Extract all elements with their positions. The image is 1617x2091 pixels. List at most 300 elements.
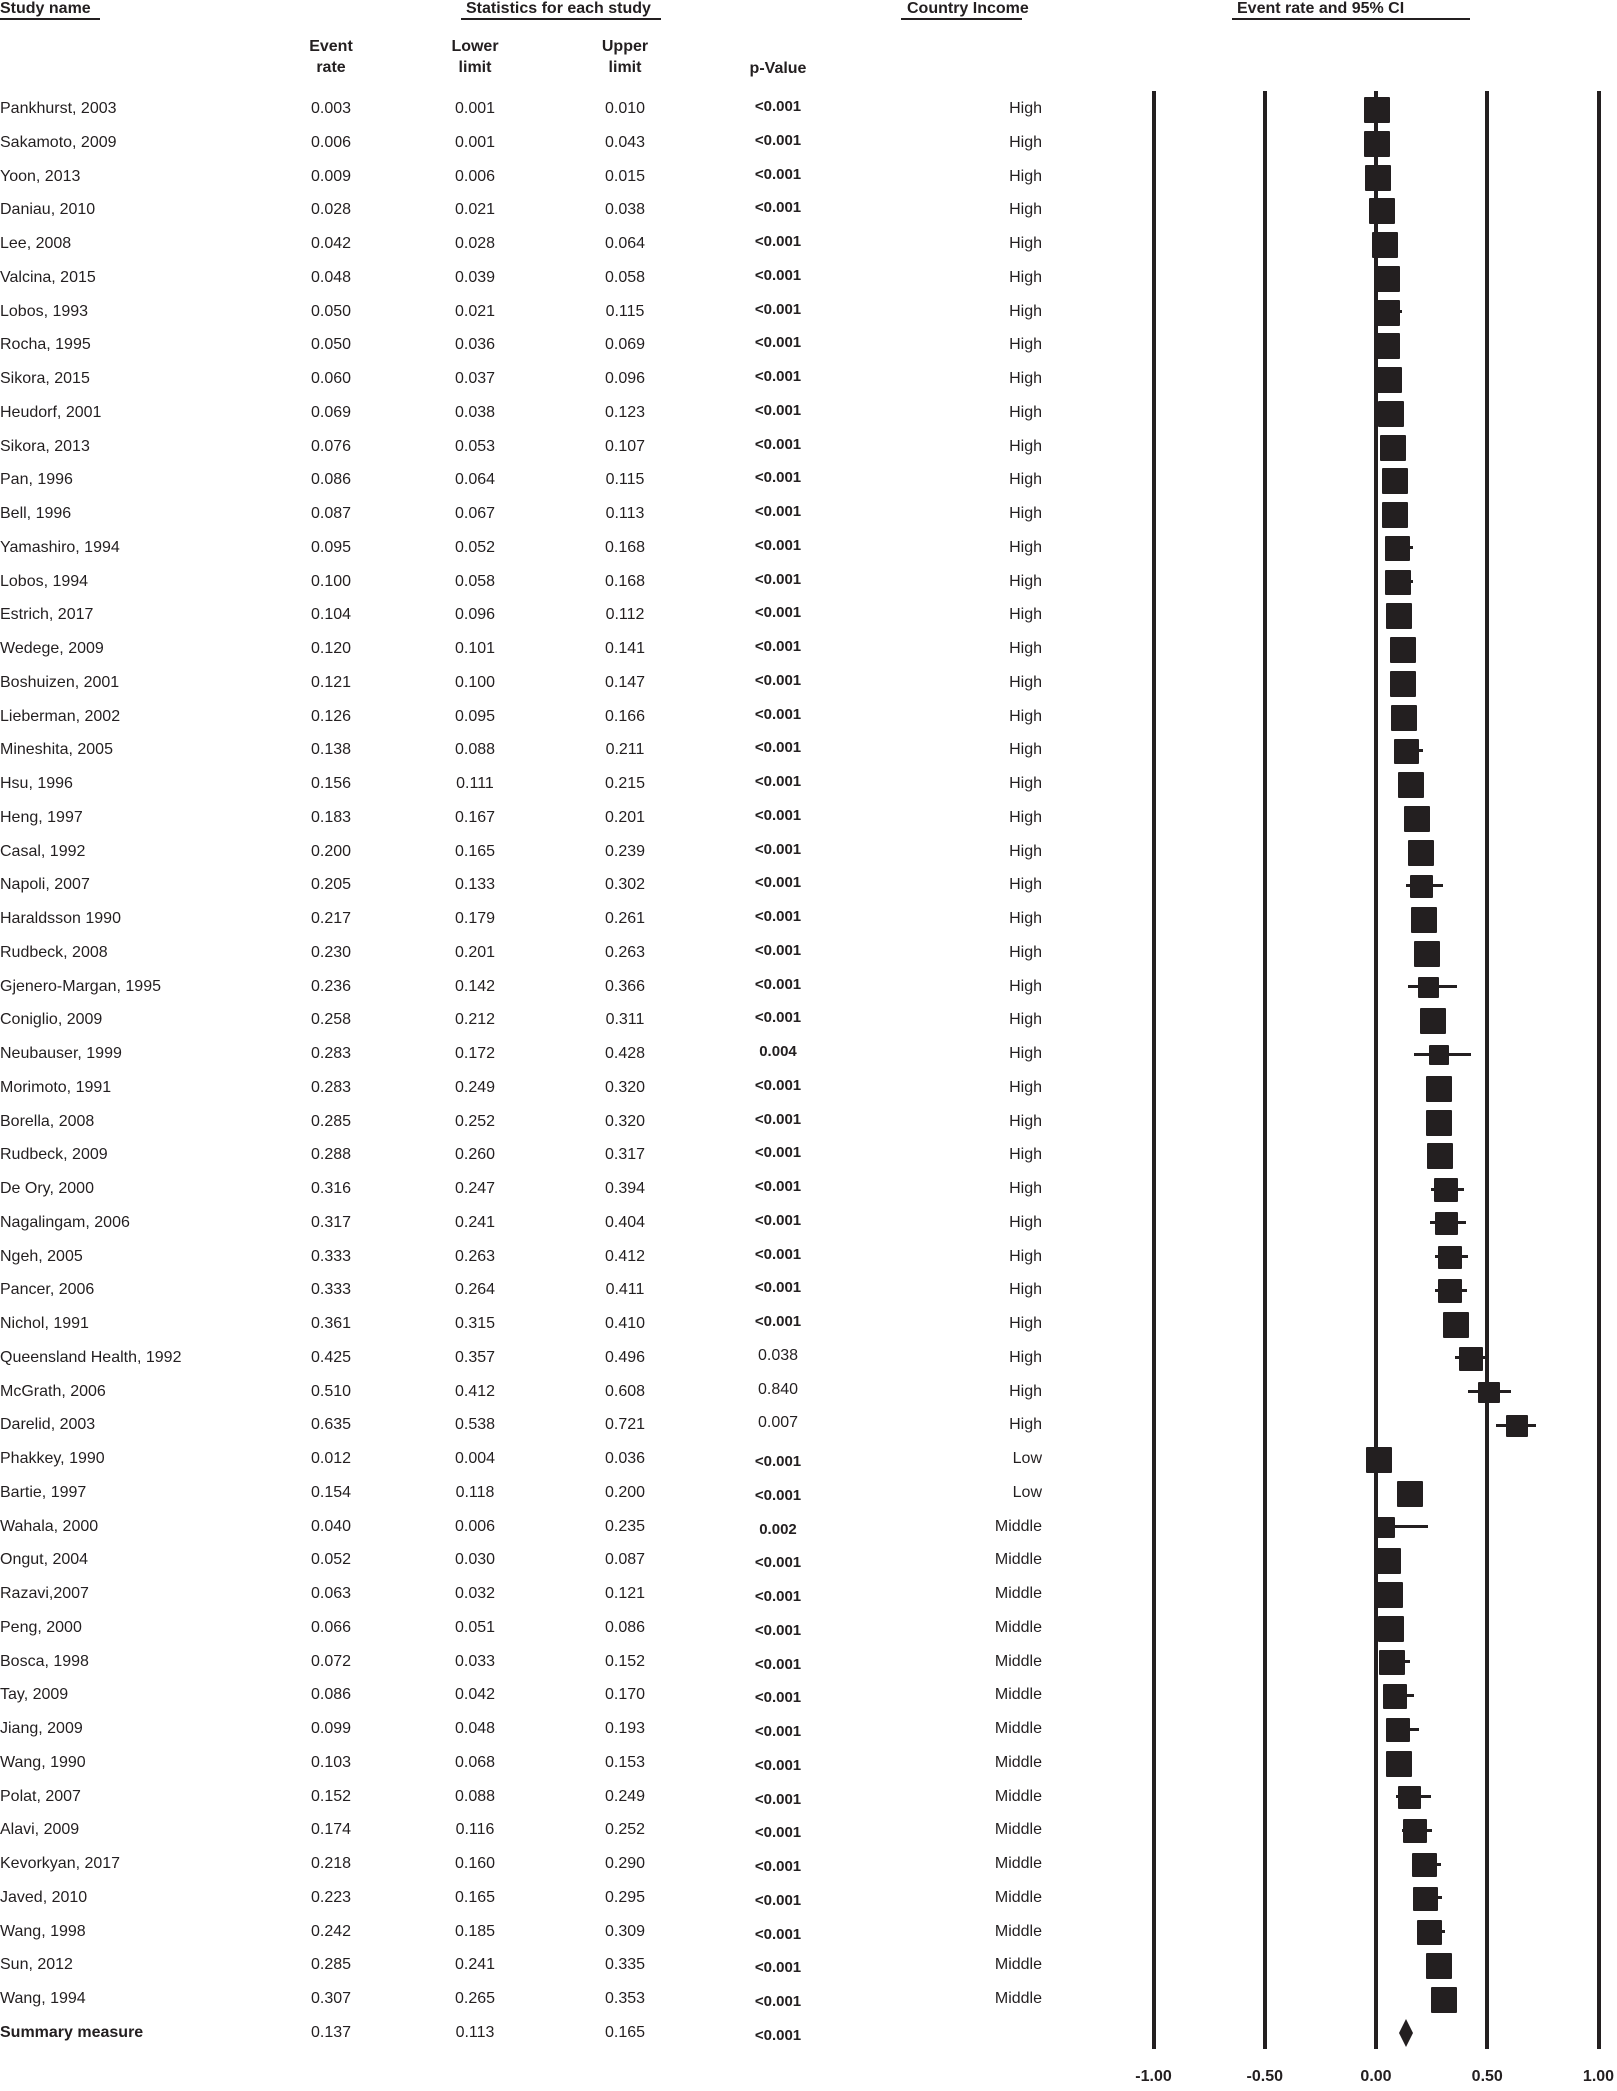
lower-limit: 0.051 bbox=[454, 1618, 496, 1636]
header-event-rate-ci: Event rate and 95% CI bbox=[1237, 0, 1405, 17]
p-value: 0.004 bbox=[759, 1043, 797, 1060]
p-value: <0.001 bbox=[754, 975, 802, 993]
lower-limit: 0.165 bbox=[454, 1888, 496, 1906]
point-estimate-marker bbox=[1506, 1415, 1528, 1437]
upper-limit: 0.069 bbox=[604, 336, 646, 354]
p-value: <0.001 bbox=[754, 739, 802, 757]
event-rate: 0.100 bbox=[310, 572, 352, 590]
upper-limit: 0.320 bbox=[604, 1078, 646, 1096]
lower-limit: 0.038 bbox=[454, 403, 496, 421]
point-estimate-marker bbox=[1386, 603, 1412, 629]
country-income: High bbox=[1009, 673, 1042, 691]
lower-limit: 0.048 bbox=[454, 1720, 496, 1737]
point-estimate-marker bbox=[1365, 165, 1391, 191]
country-income: High bbox=[1009, 100, 1042, 117]
country-income: High bbox=[1009, 1112, 1042, 1130]
country-income: Middle bbox=[994, 1787, 1042, 1805]
point-estimate-marker bbox=[1431, 1987, 1457, 2013]
lower-limit: 0.032 bbox=[454, 1585, 496, 1602]
point-estimate-marker bbox=[1376, 367, 1402, 393]
country-income: High bbox=[1009, 977, 1042, 995]
lower-limit: 0.042 bbox=[454, 1686, 496, 1704]
header-country-income: Country Income bbox=[907, 0, 1029, 17]
lower-limit: 0.265 bbox=[454, 1990, 496, 2007]
upper-limit: 0.170 bbox=[604, 1686, 646, 1704]
study-name: Casal, 1992 bbox=[0, 842, 86, 860]
lower-limit: 0.167 bbox=[454, 808, 496, 826]
upper-limit: 0.064 bbox=[604, 235, 646, 252]
country-income: High bbox=[1009, 1416, 1042, 1434]
country-income: High bbox=[1009, 1247, 1042, 1265]
event-rate: 0.086 bbox=[310, 471, 352, 489]
point-estimate-marker bbox=[1443, 1312, 1469, 1338]
study-name: Nichol, 1991 bbox=[0, 1315, 89, 1332]
upper-limit: 0.193 bbox=[604, 1720, 646, 1737]
study-name: Estrich, 2017 bbox=[0, 606, 94, 624]
col-header-upper-limit-line1: Upper bbox=[601, 38, 649, 55]
point-estimate-marker bbox=[1366, 1447, 1392, 1473]
point-estimate-marker bbox=[1426, 1953, 1452, 1979]
upper-limit: 0.152 bbox=[604, 1652, 646, 1670]
study-name: Darelid, 2003 bbox=[0, 1416, 96, 1434]
lower-limit: 0.212 bbox=[454, 1011, 496, 1029]
event-rate: 0.087 bbox=[310, 505, 352, 522]
upper-limit: 0.123 bbox=[604, 403, 646, 421]
study-name: Queensland Health, 1992 bbox=[0, 1348, 182, 1366]
country-income: High bbox=[1009, 505, 1042, 522]
event-rate: 0.003 bbox=[310, 100, 352, 117]
point-estimate-marker bbox=[1418, 977, 1439, 998]
event-rate: 0.205 bbox=[310, 876, 352, 894]
upper-limit: 0.201 bbox=[604, 808, 646, 826]
lower-limit: 0.067 bbox=[454, 505, 496, 522]
lower-limit: 0.039 bbox=[454, 268, 496, 286]
study-name: Morimoto, 1991 bbox=[0, 1078, 112, 1096]
event-rate: 0.072 bbox=[310, 1652, 352, 1670]
upper-limit: 0.096 bbox=[604, 370, 646, 387]
country-income: High bbox=[1009, 336, 1042, 354]
point-estimate-marker bbox=[1391, 705, 1417, 731]
point-estimate-marker bbox=[1374, 1517, 1395, 1538]
country-income: Middle bbox=[994, 1821, 1042, 1839]
lower-limit: 0.241 bbox=[454, 1213, 496, 1231]
upper-limit: 0.261 bbox=[604, 910, 646, 927]
upper-limit: 0.043 bbox=[604, 133, 646, 151]
point-estimate-marker bbox=[1364, 131, 1390, 157]
header-statistics: Statistics for each study bbox=[466, 0, 651, 17]
p-value: <0.001 bbox=[754, 1891, 802, 1909]
lower-limit: 0.033 bbox=[454, 1652, 496, 1670]
country-income: High bbox=[1009, 235, 1042, 252]
event-rate: 0.223 bbox=[310, 1888, 352, 1906]
event-rate: 0.066 bbox=[310, 1618, 352, 1636]
upper-limit: 0.211 bbox=[605, 741, 645, 759]
p-value: <0.001 bbox=[754, 1723, 802, 1740]
event-rate: 0.152 bbox=[310, 1787, 352, 1805]
p-value: <0.001 bbox=[754, 435, 802, 453]
lower-limit: 0.260 bbox=[454, 1146, 496, 1164]
lower-limit: 0.030 bbox=[454, 1551, 496, 1569]
lower-limit: 0.006 bbox=[454, 1517, 496, 1535]
study-name: Sakamoto, 2009 bbox=[0, 133, 117, 151]
lower-limit: 0.165 bbox=[454, 842, 496, 860]
upper-limit: 0.252 bbox=[604, 1821, 646, 1839]
country-income: Middle bbox=[994, 1517, 1042, 1535]
event-rate: 0.012 bbox=[310, 1450, 352, 1467]
lower-limit: 0.179 bbox=[454, 910, 496, 927]
p-value: <0.001 bbox=[754, 1824, 802, 1842]
p-value: <0.001 bbox=[754, 1009, 802, 1027]
study-name: Wang, 1994 bbox=[0, 1990, 86, 2007]
p-value: <0.001 bbox=[754, 1621, 802, 1639]
study-name: Alavi, 2009 bbox=[0, 1821, 80, 1839]
country-income: High bbox=[1009, 437, 1042, 455]
country-income: High bbox=[1009, 606, 1042, 624]
study-name: Razavi,2007 bbox=[0, 1585, 89, 1602]
p-value: <0.001 bbox=[754, 1178, 802, 1195]
p-value: <0.001 bbox=[754, 1756, 802, 1774]
lower-limit: 0.036 bbox=[454, 336, 496, 354]
country-income: Middle bbox=[994, 1990, 1042, 2007]
event-rate: 0.218 bbox=[310, 1855, 352, 1872]
col-header-upper-limit-line2: limit bbox=[608, 59, 642, 76]
p-value: <0.001 bbox=[754, 1993, 802, 2010]
lower-limit: 0.096 bbox=[454, 606, 496, 624]
upper-limit: 0.721 bbox=[604, 1416, 646, 1434]
event-rate: 0.076 bbox=[310, 437, 352, 455]
point-estimate-marker bbox=[1385, 570, 1411, 596]
point-estimate-marker bbox=[1408, 840, 1434, 866]
p-value: <0.001 bbox=[754, 705, 802, 723]
event-rate: 0.042 bbox=[310, 235, 352, 252]
event-rate: 0.050 bbox=[310, 336, 352, 354]
upper-limit: 0.309 bbox=[604, 1922, 646, 1940]
event-rate: 0.285 bbox=[310, 1112, 352, 1130]
point-estimate-marker bbox=[1429, 1045, 1450, 1066]
point-estimate-marker bbox=[1385, 536, 1410, 561]
point-estimate-marker bbox=[1383, 1684, 1408, 1709]
study-name: Sun, 2012 bbox=[0, 1956, 73, 1974]
country-income: High bbox=[1009, 775, 1042, 792]
country-income: High bbox=[1009, 707, 1042, 725]
country-income: High bbox=[1009, 133, 1042, 151]
axis-tick-label: 0.50 bbox=[1471, 2068, 1503, 2085]
point-estimate-marker bbox=[1438, 1246, 1462, 1270]
upper-limit: 0.404 bbox=[604, 1213, 646, 1231]
p-value: <0.001 bbox=[754, 1925, 802, 1943]
event-rate: 0.048 bbox=[310, 268, 352, 286]
point-estimate-marker bbox=[1374, 300, 1400, 326]
study-name: Tay, 2009 bbox=[0, 1686, 69, 1704]
lower-limit: 0.004 bbox=[454, 1450, 496, 1467]
lower-limit: 0.058 bbox=[454, 572, 496, 590]
lower-limit: 0.006 bbox=[454, 167, 496, 185]
point-estimate-marker bbox=[1417, 1920, 1442, 1945]
col-header-pvalue: p-Value bbox=[749, 60, 807, 77]
country-income: Middle bbox=[994, 1888, 1042, 1906]
point-estimate-marker bbox=[1426, 1110, 1452, 1136]
study-name: Hsu, 1996 bbox=[0, 775, 73, 792]
study-name: Kevorkyan, 2017 bbox=[0, 1855, 121, 1872]
lower-limit: 0.053 bbox=[454, 437, 496, 455]
point-estimate-marker bbox=[1414, 941, 1440, 967]
country-income: Middle bbox=[994, 1720, 1042, 1737]
event-rate: 0.288 bbox=[310, 1146, 352, 1164]
p-value: <0.001 bbox=[754, 199, 802, 217]
p-value: <0.001 bbox=[754, 671, 802, 689]
p-value: <0.001 bbox=[754, 1689, 802, 1707]
event-rate: 0.009 bbox=[310, 167, 352, 185]
country-income: High bbox=[1009, 1078, 1042, 1096]
country-income: High bbox=[1009, 1213, 1042, 1231]
axis-line--1_00 bbox=[1152, 91, 1156, 2049]
study-name: Wang, 1990 bbox=[0, 1753, 86, 1771]
p-value: <0.001 bbox=[754, 1313, 802, 1330]
lower-limit: 0.021 bbox=[454, 302, 496, 320]
country-income: High bbox=[1009, 808, 1042, 826]
lower-limit: 0.028 bbox=[454, 235, 496, 252]
point-estimate-marker bbox=[1459, 1347, 1483, 1371]
study-name: Javed, 2010 bbox=[0, 1888, 88, 1906]
point-estimate-marker bbox=[1403, 1819, 1427, 1843]
upper-limit: 0.038 bbox=[604, 201, 646, 219]
axis-line--0_50 bbox=[1263, 91, 1267, 2049]
upper-limit: 0.366 bbox=[604, 977, 646, 995]
study-name: Nagalingam, 2006 bbox=[0, 1213, 130, 1231]
country-income: Middle bbox=[994, 1922, 1042, 1940]
study-name: Ongut, 2004 bbox=[0, 1551, 89, 1569]
event-rate: 0.095 bbox=[310, 538, 352, 556]
lower-limit: 0.113 bbox=[455, 2023, 495, 2041]
study-name: Summary measure bbox=[0, 2023, 144, 2041]
country-income: High bbox=[1009, 302, 1042, 320]
study-name: Boshuizen, 2001 bbox=[0, 673, 120, 691]
p-value: 0.007 bbox=[757, 1414, 799, 1432]
event-rate: 0.006 bbox=[310, 133, 352, 151]
event-rate: 0.040 bbox=[310, 1517, 352, 1535]
upper-limit: 0.107 bbox=[604, 437, 646, 455]
lower-limit: 0.357 bbox=[454, 1348, 496, 1366]
lower-limit: 0.247 bbox=[454, 1180, 496, 1197]
p-value: <0.001 bbox=[754, 1211, 802, 1229]
study-name: McGrath, 2006 bbox=[0, 1382, 106, 1400]
lower-limit: 0.111 bbox=[456, 775, 494, 792]
upper-limit: 0.147 bbox=[604, 673, 646, 691]
upper-limit: 0.166 bbox=[604, 707, 646, 725]
study-name: De Ory, 2000 bbox=[0, 1180, 94, 1197]
country-income: High bbox=[1009, 1281, 1042, 1299]
p-value: <0.001 bbox=[754, 2026, 802, 2044]
lower-limit: 0.088 bbox=[454, 1787, 496, 1805]
study-name: Lobos, 1993 bbox=[0, 302, 89, 320]
lower-limit: 0.172 bbox=[454, 1045, 496, 1062]
upper-limit: 0.320 bbox=[604, 1112, 646, 1130]
p-value: 0.038 bbox=[757, 1346, 799, 1364]
study-name: Neubauser, 1999 bbox=[0, 1045, 122, 1062]
country-income: High bbox=[1009, 201, 1042, 219]
study-name: Napoli, 2007 bbox=[0, 876, 90, 894]
lower-limit: 0.133 bbox=[454, 876, 496, 894]
upper-limit: 0.168 bbox=[604, 572, 646, 590]
country-income: Low bbox=[1012, 1483, 1042, 1501]
p-value: <0.001 bbox=[754, 1144, 802, 1162]
col-header-event-rate-line2: rate bbox=[316, 59, 346, 76]
study-name: Valcina, 2015 bbox=[0, 268, 96, 286]
country-income: Middle bbox=[994, 1551, 1042, 1569]
country-income: Middle bbox=[994, 1652, 1042, 1670]
axis-tick-label: -0.50 bbox=[1246, 2068, 1283, 2085]
axis-line-1_00 bbox=[1597, 91, 1601, 2049]
study-name: Mineshita, 2005 bbox=[0, 741, 113, 759]
p-value: <0.001 bbox=[754, 638, 802, 655]
country-income: High bbox=[1009, 910, 1042, 927]
study-name: Bartie, 1997 bbox=[0, 1483, 87, 1501]
lower-limit: 0.037 bbox=[454, 370, 496, 387]
study-name: Sikora, 2013 bbox=[0, 437, 90, 455]
study-name: Pancer, 2006 bbox=[0, 1281, 95, 1299]
lower-limit: 0.538 bbox=[454, 1416, 496, 1434]
event-rate: 0.230 bbox=[310, 943, 352, 961]
study-name: Lobos, 1994 bbox=[0, 572, 89, 590]
col-header-lower-limit-line2: limit bbox=[458, 59, 492, 76]
study-name: Ngeh, 2005 bbox=[0, 1247, 83, 1265]
country-income: High bbox=[1009, 1146, 1042, 1164]
lower-limit: 0.263 bbox=[454, 1247, 496, 1265]
point-estimate-marker bbox=[1398, 772, 1424, 798]
lower-limit: 0.001 bbox=[454, 100, 496, 117]
point-estimate-marker bbox=[1412, 1853, 1436, 1877]
country-income: High bbox=[1009, 1180, 1042, 1197]
event-rate: 0.028 bbox=[310, 201, 352, 219]
point-estimate-marker bbox=[1427, 1143, 1453, 1169]
country-income: High bbox=[1009, 943, 1042, 961]
study-name: Gjenero-Margan, 1995 bbox=[0, 977, 161, 995]
upper-limit: 0.311 bbox=[605, 1011, 645, 1029]
event-rate: 0.121 bbox=[310, 673, 352, 691]
upper-limit: 0.428 bbox=[604, 1045, 646, 1062]
upper-limit: 0.141 bbox=[604, 640, 646, 657]
lower-limit: 0.001 bbox=[454, 133, 496, 151]
event-rate: 0.307 bbox=[310, 1990, 352, 2007]
event-rate: 0.236 bbox=[310, 977, 352, 995]
country-income: High bbox=[1009, 1045, 1042, 1062]
p-value: <0.001 bbox=[754, 908, 802, 925]
axis-tick-label: -1.00 bbox=[1135, 2068, 1172, 2085]
p-value: <0.001 bbox=[754, 469, 802, 487]
upper-limit: 0.263 bbox=[604, 943, 646, 961]
upper-limit: 0.290 bbox=[604, 1855, 646, 1872]
lower-limit: 0.264 bbox=[454, 1281, 496, 1299]
study-name: Pan, 1996 bbox=[0, 471, 73, 489]
upper-limit: 0.295 bbox=[604, 1888, 646, 1906]
point-estimate-marker bbox=[1386, 1718, 1410, 1742]
p-value: <0.001 bbox=[754, 1790, 802, 1808]
lower-limit: 0.095 bbox=[454, 707, 496, 725]
point-estimate-marker bbox=[1390, 637, 1416, 663]
upper-limit: 0.496 bbox=[604, 1348, 646, 1366]
study-name: Wang, 1998 bbox=[0, 1922, 86, 1940]
upper-limit: 0.113 bbox=[605, 505, 645, 522]
point-estimate-marker bbox=[1374, 333, 1400, 359]
p-value: <0.001 bbox=[754, 368, 802, 385]
point-estimate-marker bbox=[1375, 1548, 1401, 1574]
upper-limit: 0.115 bbox=[605, 471, 645, 489]
upper-limit: 0.010 bbox=[604, 100, 646, 117]
p-value: <0.001 bbox=[754, 536, 802, 554]
point-estimate-marker bbox=[1382, 502, 1408, 528]
study-name: Phakkey, 1990 bbox=[0, 1450, 105, 1467]
study-name: Wahala, 2000 bbox=[0, 1517, 99, 1535]
event-rate: 0.086 bbox=[310, 1686, 352, 1704]
upper-limit: 0.335 bbox=[604, 1956, 646, 1974]
country-income: High bbox=[1009, 1011, 1042, 1029]
event-rate: 0.120 bbox=[310, 640, 352, 657]
lower-limit: 0.068 bbox=[454, 1753, 496, 1771]
point-estimate-marker bbox=[1435, 1212, 1458, 1235]
point-estimate-marker bbox=[1398, 1786, 1421, 1809]
upper-limit: 0.411 bbox=[605, 1281, 645, 1299]
country-income: High bbox=[1009, 538, 1042, 556]
event-rate: 0.200 bbox=[310, 842, 352, 860]
point-estimate-marker bbox=[1438, 1279, 1462, 1303]
event-rate: 0.126 bbox=[310, 707, 352, 725]
lower-limit: 0.241 bbox=[454, 1956, 496, 1974]
point-estimate-marker bbox=[1426, 1076, 1452, 1102]
col-header-event-rate-line1: Event bbox=[309, 38, 353, 55]
country-income: High bbox=[1009, 471, 1042, 489]
study-name: Yamashiro, 1994 bbox=[0, 538, 120, 556]
event-rate: 0.285 bbox=[310, 1956, 352, 1974]
event-rate: 0.635 bbox=[310, 1416, 352, 1434]
upper-limit: 0.168 bbox=[604, 538, 646, 556]
country-income: High bbox=[1009, 1315, 1042, 1332]
country-income: Middle bbox=[994, 1686, 1042, 1704]
point-estimate-marker bbox=[1434, 1178, 1458, 1202]
p-value: <0.001 bbox=[754, 98, 802, 115]
study-name: Bosca, 1998 bbox=[0, 1652, 89, 1670]
p-value: 0.840 bbox=[757, 1380, 799, 1398]
lower-limit: 0.101 bbox=[454, 640, 496, 657]
lower-limit: 0.315 bbox=[454, 1315, 496, 1332]
point-estimate-marker bbox=[1372, 232, 1398, 258]
p-value: <0.001 bbox=[754, 1554, 802, 1572]
lower-limit: 0.021 bbox=[454, 201, 496, 219]
event-rate: 0.060 bbox=[310, 370, 352, 387]
point-estimate-marker bbox=[1382, 468, 1408, 494]
p-value: <0.001 bbox=[754, 1486, 802, 1504]
event-rate: 0.050 bbox=[310, 302, 352, 320]
p-value: <0.001 bbox=[754, 1655, 802, 1673]
upper-limit: 0.036 bbox=[604, 1450, 646, 1467]
study-name: Wedege, 2009 bbox=[0, 640, 104, 657]
event-rate: 0.138 bbox=[310, 741, 352, 759]
study-name: Rudbeck, 2008 bbox=[0, 943, 108, 961]
point-estimate-marker bbox=[1394, 739, 1419, 764]
lower-limit: 0.252 bbox=[454, 1112, 496, 1130]
upper-limit: 0.112 bbox=[605, 606, 645, 624]
p-value: <0.001 bbox=[754, 874, 802, 892]
event-rate: 0.317 bbox=[310, 1213, 352, 1231]
point-estimate-marker bbox=[1386, 1751, 1412, 1777]
p-value: <0.001 bbox=[754, 334, 802, 352]
point-estimate-marker bbox=[1380, 435, 1406, 461]
p-value: <0.001 bbox=[754, 604, 802, 622]
p-value: <0.001 bbox=[754, 1858, 802, 1875]
upper-limit: 0.121 bbox=[604, 1585, 646, 1602]
upper-limit: 0.394 bbox=[604, 1180, 646, 1197]
axis-tick-label: 1.00 bbox=[1582, 2068, 1615, 2085]
event-rate: 0.217 bbox=[310, 910, 352, 927]
